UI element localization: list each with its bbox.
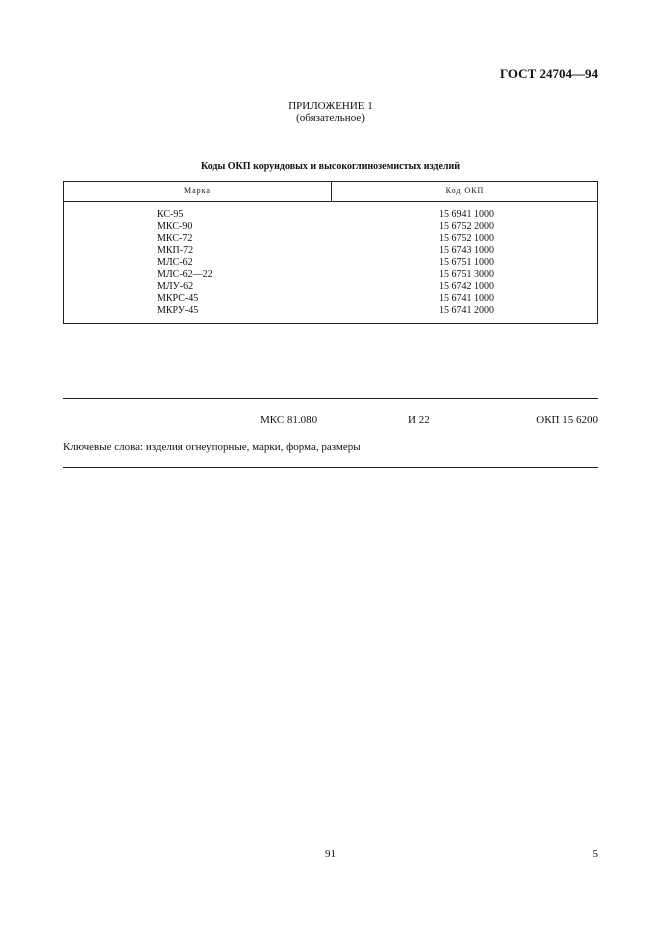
code-cell: 15 6941 1000 [439,209,494,220]
mark-cell: МКП-72 [157,245,194,256]
code-cell: 15 6742 1000 [439,281,494,292]
table-body [64,209,597,317]
mks-code: МКС 81.080 [260,414,318,426]
standard-code: ГОСТ 24704—94 [499,66,598,81]
table-header [64,182,597,202]
appendix-title: ПРИЛОЖЕНИЕ 1 [288,100,373,112]
code-cell: 15 6741 2000 [439,305,494,316]
keywords: Ключевые слова: изделия огнеупорные, марки, форма, размеры [63,441,361,453]
table-row [64,209,597,221]
column-header-mark: Марка [184,186,211,195]
table-row [64,281,597,293]
mark-cell: МКС-90 [157,221,193,232]
okp-codes-table [63,181,598,324]
group-code: И 22 [408,414,430,426]
table-row [64,233,597,245]
table-row [64,257,597,269]
mark-cell: МКРС-45 [157,293,199,304]
table-title: Коды ОКП корундовых и высокоглиноземистых изделий [200,161,461,172]
table-row [64,221,597,233]
sheet-number: 5 [592,848,598,860]
okp-code: ОКП 15 6200 [536,414,598,426]
footer-top-rule [63,398,598,399]
code-cell: 15 6751 3000 [439,269,494,280]
code-cell: 15 6741 1000 [439,293,494,304]
code-cell: 15 6752 2000 [439,221,494,232]
mark-cell: КС-95 [157,209,184,220]
code-cell: 15 6751 1000 [439,257,494,268]
column-header-okp-code: Код ОКП [445,186,485,195]
table-row [64,269,597,281]
table-row [64,245,597,257]
mark-cell: МЛУ-62 [157,281,194,292]
code-cell: 15 6752 1000 [439,233,494,244]
table-row [64,305,597,317]
footer-bottom-rule [63,467,598,468]
page-number: 91 [325,848,336,860]
mark-cell: МЛС-62 [157,257,193,268]
table-row [64,293,597,305]
mark-cell: МКС-72 [157,233,193,244]
mark-cell: МЛС-62—22 [157,269,213,280]
appendix-heading [0,100,661,124]
classification-codes [63,414,598,428]
mark-cell: МКРУ-45 [157,305,199,316]
code-cell: 15 6743 1000 [439,245,494,256]
appendix-subtitle: (обязательное) [296,112,365,124]
